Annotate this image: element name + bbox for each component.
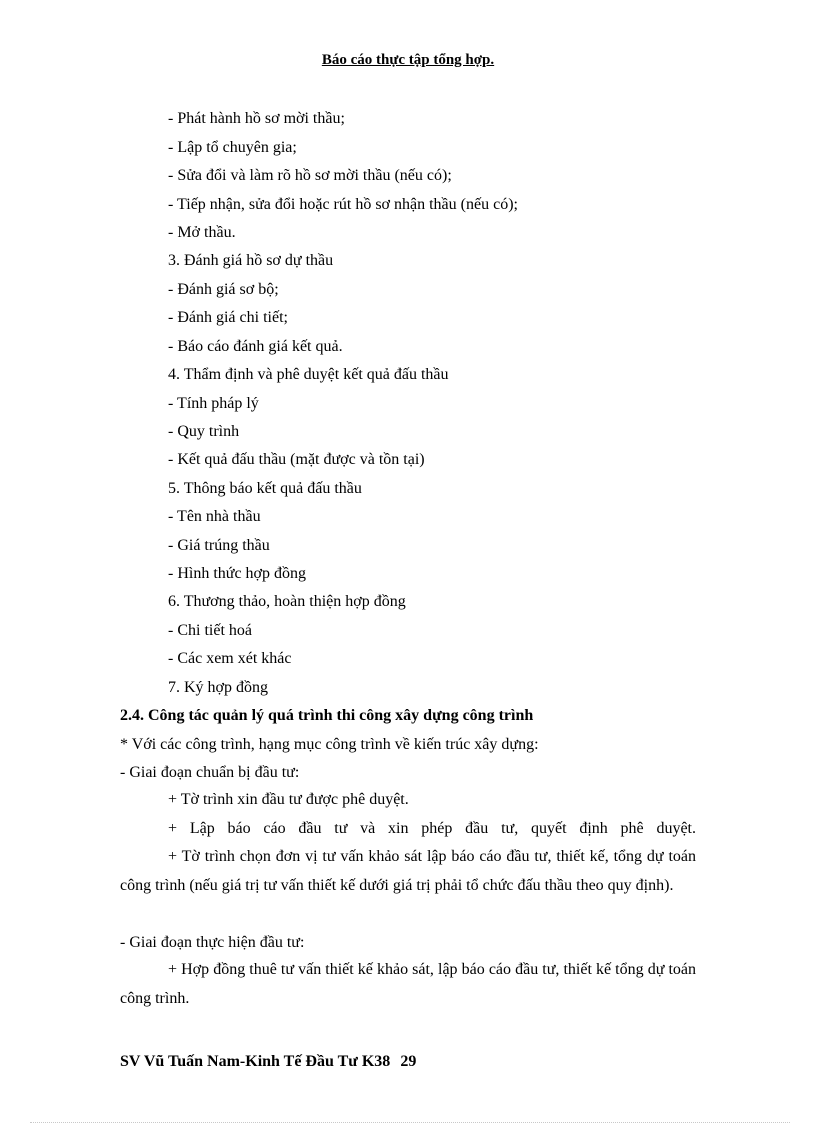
- paragraph: + Tờ trình xin đầu tư được phê duyệt.: [168, 791, 409, 808]
- section-heading: 2.4. Công tác quản lý quá trình thi công xây dựng công trình: [120, 707, 534, 724]
- list-item: - Hình thức hợp đồng: [168, 565, 307, 582]
- list-item: - Tên nhà thầu: [168, 508, 261, 525]
- list-item: - Kết quả đấu thầu (mặt được và tồn tại): [168, 451, 425, 468]
- page-footer: [120, 1053, 416, 1071]
- phase-label: - Giai đoạn thực hiện đầu tư:: [120, 934, 305, 951]
- list-item: - Quy trình: [168, 423, 240, 440]
- list-item: - Tiếp nhận, sửa đổi hoặc rút hồ sơ nhận thầu (nếu có);: [168, 196, 518, 213]
- phase-label: - Giai đoạn chuẩn bị đầu tư:: [120, 764, 300, 781]
- list-item: - Đánh giá sơ bộ;: [168, 281, 279, 298]
- list-item: - Chi tiết hoá: [168, 622, 252, 639]
- step-heading: 3. Đánh giá hồ sơ dự thầu: [168, 252, 334, 269]
- list-item: - Đánh giá chi tiết;: [168, 309, 288, 326]
- section-intro: * Với các công trình, hạng mục công trình về kiến trúc xây dựng:: [120, 736, 539, 753]
- list-item: - Các xem xét khác: [168, 650, 292, 667]
- step-heading: 6. Thương thảo, hoàn thiện hợp đồng: [168, 593, 406, 610]
- list-item: - Sửa đổi và làm rõ hồ sơ mời thầu (nếu có);: [168, 167, 452, 184]
- footer-author: SV Vũ Tuấn Nam-Kinh Tế Đầu Tư K38: [120, 1053, 391, 1070]
- list-item: - Lập tổ chuyên gia;: [168, 139, 297, 156]
- step-heading: 7. Ký hợp đồng: [168, 679, 269, 696]
- list-item: - Báo cáo đánh giá kết quả.: [168, 338, 343, 355]
- step-heading: 5. Thông báo kết quả đấu thầu: [168, 480, 362, 497]
- paragraph: + Tờ trình chọn đơn vị tư vấn khảo sát lập báo cáo đầu tư, thiết kế, tổng dự toán công trình (nếu giá trị tư vấn thiết kế dưới giá trị phải tổ chức đấu thầu theo quy định).: [120, 848, 696, 894]
- paragraph: + Lập báo cáo đầu tư và xin phép đầu tư, quyết định phê duyệt.: [168, 820, 696, 837]
- page-number: 29: [400, 1053, 417, 1070]
- paragraph: + Hợp đồng thuê tư vấn thiết kế khảo sát, lập báo cáo đầu tư, thiết kế tổng dự toán công trình.: [120, 961, 696, 1007]
- list-item: - Giá trúng thầu: [168, 537, 270, 554]
- list-item: - Mở thầu.: [168, 224, 236, 241]
- list-item: - Tính pháp lý: [168, 395, 259, 412]
- step-heading: 4. Thẩm định và phê duyệt kết quả đấu thầu: [168, 366, 449, 383]
- page-header-title: Báo cáo thực tập tổng hợp.: [321, 52, 495, 68]
- list-item: - Phát hành hồ sơ mời thầu;: [168, 110, 345, 127]
